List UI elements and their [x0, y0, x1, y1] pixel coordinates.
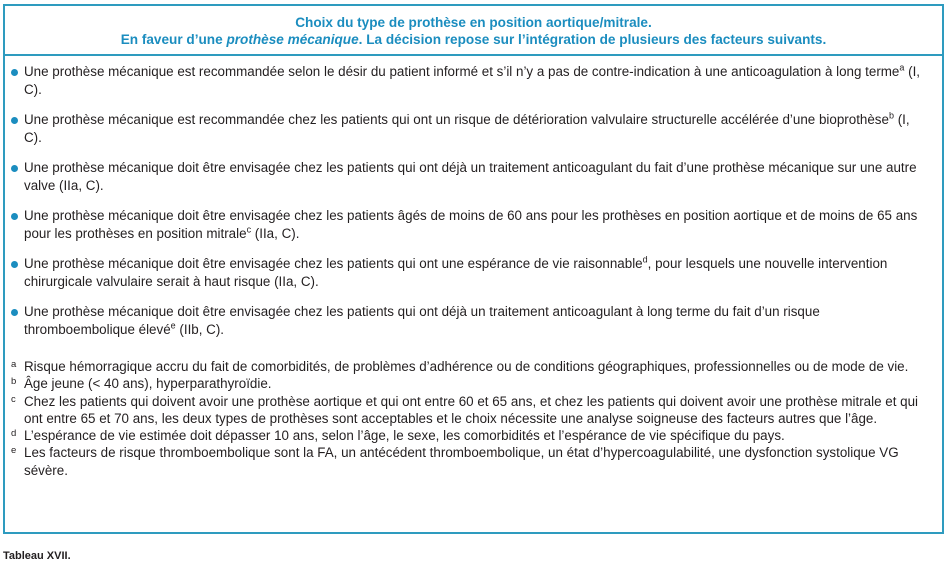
footnote [10, 444, 925, 479]
header-subtitle [5, 31, 942, 48]
item-text: Une prothèse mécanique doit être envisagée chez les patients qui ont déjà un traitement anticoagulant du fait d’une prothèse mécanique sur une autre valve (IIa, C). [24, 160, 917, 193]
item-text: Une prothèse mécanique doit être envisagée chez les patients âgés de moins de 60 ans pour les prothèses en position aortique et de moins de 65 ans pour les prothèses en position mitrale [24, 208, 918, 241]
footnote [10, 358, 925, 375]
footnote [10, 393, 925, 428]
footnote-text: L’espérance de vie estimée doit dépasser 10 ans, selon l’âge, le sexe, les comorbidités et l’espérance de vie spécifique du pays. [24, 428, 785, 444]
list-item [10, 159, 925, 195]
footnote-text: Risque hémorragique accru du fait de comorbidités, de problèmes d’adhérence ou de conditions géographiques, professionnelles ou de mode de vie. [24, 359, 909, 374]
recommendation-list [10, 63, 925, 351]
item-text-end: (IIb, C). [175, 322, 225, 337]
header-subtitle-italic: prothèse mécanique [226, 32, 359, 47]
item-footnote-ref: c [246, 224, 252, 235]
footnote [10, 427, 925, 444]
item-text: Une prothèse mécanique doit être envisagée chez les patients qui ont une espérance de vie raisonnable [24, 256, 643, 271]
list-item [10, 255, 925, 291]
header-subtitle-suffix: . La décision repose sur l’intégration de plusieurs des facteurs suivants. [358, 32, 827, 47]
item-footnote-ref: b [888, 110, 894, 121]
footnote-mark: b [11, 376, 17, 388]
list-item [10, 303, 925, 339]
list-item [10, 207, 925, 243]
item-text-end: (I, C). [24, 64, 921, 97]
bullet-icon [11, 165, 18, 172]
item-text-end: (I, C). [24, 112, 910, 145]
table-header [5, 6, 942, 56]
footnote-mark: d [11, 428, 17, 440]
footnote-text: Âge jeune (< 40 ans), hyperparathyroïdie. [24, 376, 272, 392]
footnote [10, 375, 925, 392]
bullet-icon [11, 69, 18, 76]
table-caption: Tableau XVII. [3, 550, 71, 562]
header-title: Choix du type de prothèse en position aortique/mitrale. [295, 15, 652, 30]
footnote-mark: c [11, 393, 16, 405]
footnote-text: Les facteurs de risque thromboembolique sont la FA, un antécédent thromboembolique, un état d’hypercoagulabilité, une dysfonction systolique VG sévère. [24, 445, 899, 478]
footnote-mark: e [11, 445, 17, 457]
footnotes [10, 358, 925, 479]
list-item [10, 111, 925, 147]
item-footnote-ref: e [170, 320, 176, 331]
bullet-icon [11, 309, 18, 316]
item-text-end: (IIa, C). [251, 226, 300, 241]
bullet-icon [11, 261, 18, 268]
item-footnote-ref: d [642, 254, 648, 265]
item-text: Une prothèse mécanique est recommandée selon le désir du patient informé et s’il n’y a pas de contre-indication à une anticoagulation à long terme [24, 64, 900, 79]
header-subtitle-prefix: En faveur d’une [120, 32, 227, 47]
bullet-icon [11, 117, 18, 124]
item-text-end: , pour lesquels une nouvelle intervention chirurgicale valvulaire serait à haut risque (IIa, C). [24, 256, 888, 289]
list-item [10, 63, 925, 99]
footnote-text: Chez les patients qui doivent avoir une prothèse aortique et qui ont entre 60 et 65 ans, et chez les patients qui doivent avoir une prothèse mitrale et qui ont entre 65 et 70 ans, les deux types de prothèses sont acceptables et le choix nécessite une analyse soigneuse des facteurs autres que l’âge. [24, 393, 919, 426]
item-footnote-ref: a [899, 62, 905, 73]
item-text: Une prothèse mécanique est recommandée chez les patients qui ont un risque de détérioration valvulaire structurelle accélérée d’une bioprothèse [24, 112, 889, 127]
footnote-mark: a [11, 359, 17, 370]
bullet-icon [11, 213, 18, 220]
item-text: Une prothèse mécanique doit être envisagée chez les patients qui ont déjà un traitement anticoagulant à long terme du fait d’un risque thromboembolique élevé [24, 304, 820, 337]
